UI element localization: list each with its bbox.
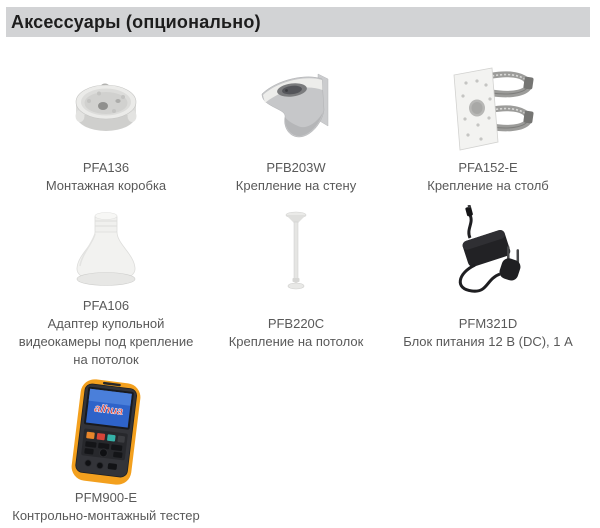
dome-adapter-image: [74, 212, 138, 290]
product-caption: [10, 487, 202, 525]
accessory-card-pfa106: [10, 207, 202, 371]
product-description: Крепление на столб: [427, 178, 549, 193]
accessory-card-pfb203w: [202, 61, 390, 195]
accessory-card-pfb220c: [202, 207, 390, 371]
product-description: Блок питания 12 В (DC), 1 А: [403, 334, 573, 349]
ceiling-mount-product-image: [202, 207, 390, 295]
empty-cell: [390, 377, 586, 525]
product-description: Монтажная коробка: [45, 178, 167, 193]
product-caption: [390, 153, 586, 195]
accessories-row-3: [0, 377, 600, 525]
product-description: Крепление на стену: [235, 178, 357, 193]
product-caption: [202, 295, 390, 371]
product-model: PFM321D: [458, 316, 518, 331]
test-monitor-image: [63, 379, 149, 485]
dome-adapter-product-image: [10, 207, 202, 295]
power-adapter-image: [450, 205, 526, 297]
dahua-logo-text: alhua: [93, 402, 124, 418]
product-model: PFB220C: [267, 316, 325, 331]
product-description: Крепление на потолок: [228, 334, 364, 349]
junction-box-image: [74, 78, 138, 136]
product-model: PFA106: [82, 298, 130, 313]
product-caption: [390, 295, 586, 371]
accessories-row-2: [0, 207, 600, 371]
product-description: Адаптер купольной видеокамеры под крепление на потолок: [18, 316, 194, 367]
section-title: Аксессуары (опционально): [11, 11, 261, 32]
accessory-card-pfa136: [10, 61, 202, 195]
product-caption: [10, 153, 202, 195]
empty-cell: [202, 377, 390, 525]
product-model: PFB203W: [266, 160, 326, 175]
accessory-card-pfa152e: [390, 61, 586, 195]
product-caption: [10, 295, 202, 371]
pole-mount-product-image: [390, 61, 586, 153]
wall-mount-product-image: [202, 61, 390, 153]
test-monitor-product-image: [10, 377, 202, 487]
product-model: PFA152-E: [458, 160, 518, 175]
junction-box-product-image: [10, 61, 202, 153]
section-title-bar: [6, 7, 590, 37]
wall-mount-image: [254, 66, 338, 148]
product-model: PFM900-E: [74, 490, 138, 505]
pole-mount-image: [436, 63, 540, 151]
accessories-row-1: [0, 61, 600, 195]
product-description: Контрольно-монтажный тестер: [12, 508, 200, 523]
product-model: PFA136: [82, 160, 130, 175]
accessory-card-pfm900e: [10, 377, 202, 525]
ceiling-mount-image: [274, 208, 318, 294]
accessory-card-pfm321d: [390, 207, 586, 371]
product-caption: [202, 153, 390, 195]
power-adapter-product-image: [390, 207, 586, 295]
